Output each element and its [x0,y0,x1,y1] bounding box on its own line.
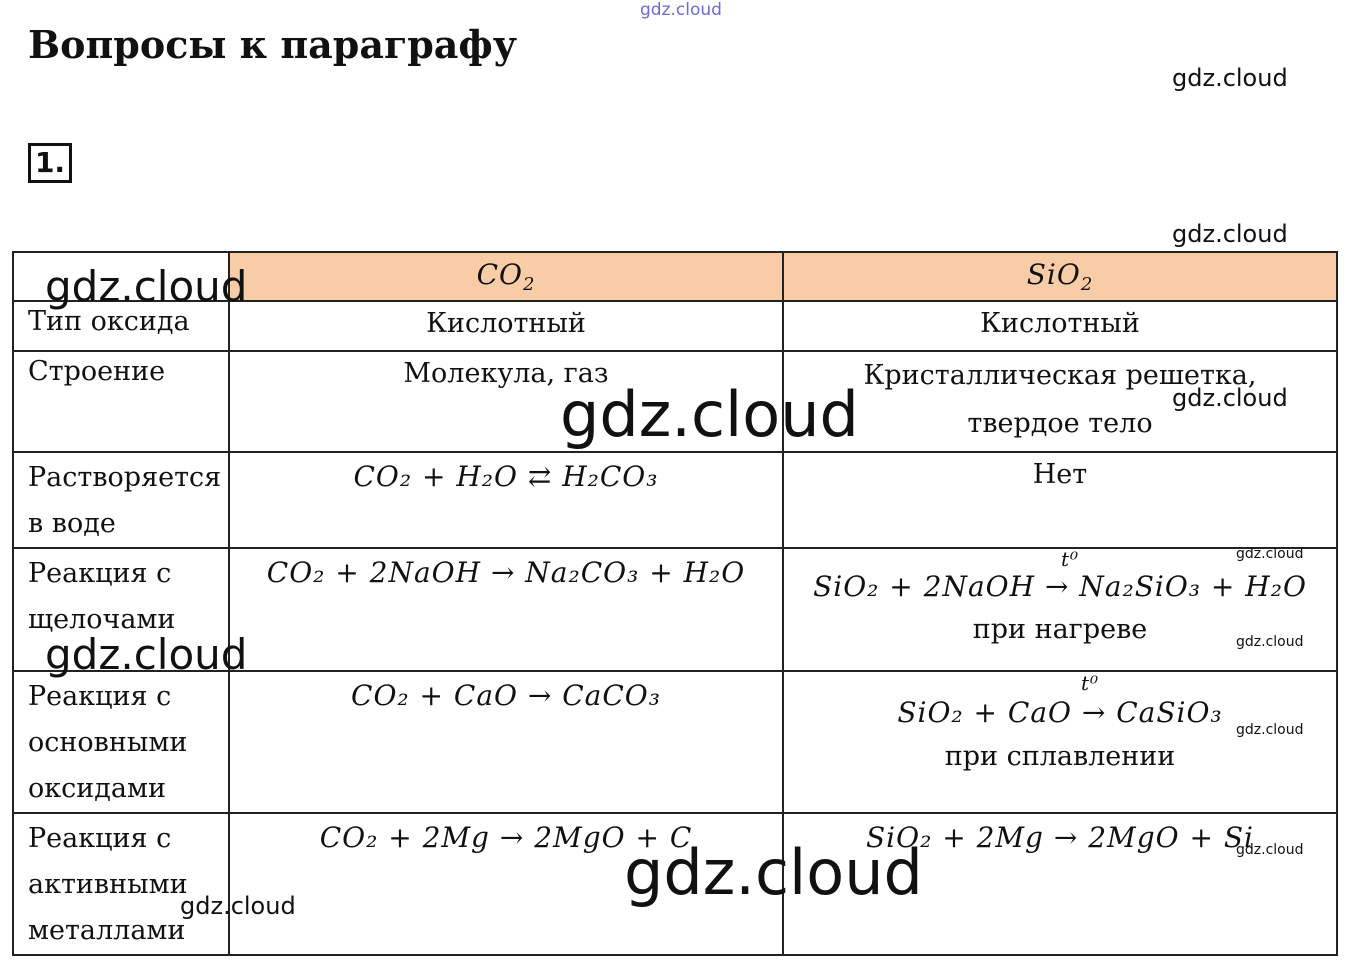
watermark: gdz.cloud [1172,220,1288,248]
watermark: gdz.cloud [560,378,859,451]
sio2-alkali-formula: SiO₂ + 2NaOH → Na₂SiO₃ + H₂O [813,570,1307,603]
row-label-line: металлами [28,915,186,946]
row-label-line: в воде [28,508,116,539]
watermark: gdz.cloud [1236,634,1304,650]
cell-co2-type: Кислотный [229,301,783,351]
watermark: gdz.cloud [1236,722,1304,738]
cell-co2-water [229,452,783,548]
row-label-line: Растворяется [28,462,222,493]
row-label-line: Реакция с [28,681,172,712]
sio2-alkali-condition: при нагреве [972,614,1148,645]
watermark: gdz.cloud [180,892,296,920]
row-label: Строение [13,351,229,452]
watermark: gdz.cloud [1172,64,1288,92]
sio2-structure-line2: твердое тело [967,408,1153,439]
sio2-active-metals-formula: SiO₂ + 2Mg → 2MgO + Si [865,821,1254,854]
cell-co2-basic-oxides [229,671,783,813]
watermark: gdz.cloud [1172,384,1288,412]
watermark: gdz.cloud [624,836,923,909]
row-label: Тип оксида [13,301,229,351]
table-row [13,671,1337,813]
row-label [13,452,229,548]
watermark-top: gdz.cloud [640,0,722,20]
header-co2-formula: $CO_2$ [476,258,536,295]
sio2-basic-oxides-condition: при сплавлении [944,741,1176,772]
cell-sio2-alkali [783,548,1337,671]
co2-active-metals-formula: CO₂ + 2Mg → 2MgO + C [319,821,693,854]
co2-basic-oxides-formula: CO₂ + CaO → CaCO₃ [351,679,661,712]
cell-co2-structure: Молекула, газ [229,351,783,452]
row-label-line: основными [28,727,188,758]
watermark: gdz.cloud [45,262,248,311]
cell-sio2-water: Нет [783,452,1337,548]
table-row [13,452,1337,548]
row-label [13,671,229,813]
header-co2 [229,252,783,301]
row-label [13,813,229,955]
header-sio2-formula: SiO$_2$ [1026,258,1094,295]
watermark: gdz.cloud [45,630,248,679]
row-label-line: Реакция с [28,558,172,589]
row-label-line: оксидами [28,773,166,804]
page-title: Вопросы к параграфу [28,22,518,67]
cell-sio2-basic-oxides [783,671,1337,813]
question-number-box [28,143,72,183]
watermark: gdz.cloud [1236,842,1304,858]
sio2-basic-oxides-formula: SiO₂ + CaO → CaSiO₃ [897,696,1223,729]
row-label-line: Реакция с [28,823,172,854]
question-number: 1. [34,146,66,179]
sio2-structure-line1: Кристаллическая решетка, [863,360,1257,391]
row-label-line: щелочами [28,604,176,635]
cell-co2-alkali [229,548,783,671]
cell-sio2-type: Кислотный [783,301,1337,351]
header-sio2 [783,252,1337,301]
co2-alkali-formula: CO₂ + 2NaOH → Na₂CO₃ + H₂O [266,556,746,589]
sio2-basic-oxides-temp: t⁰ [1080,671,1100,695]
sio2-alkali-temp: t⁰ [1060,548,1080,571]
co2-water-formula: CO₂ + H₂O ⇄ H₂CO₃ [353,460,659,493]
row-label-line: активными [28,869,188,900]
watermark: gdz.cloud [1236,546,1304,562]
